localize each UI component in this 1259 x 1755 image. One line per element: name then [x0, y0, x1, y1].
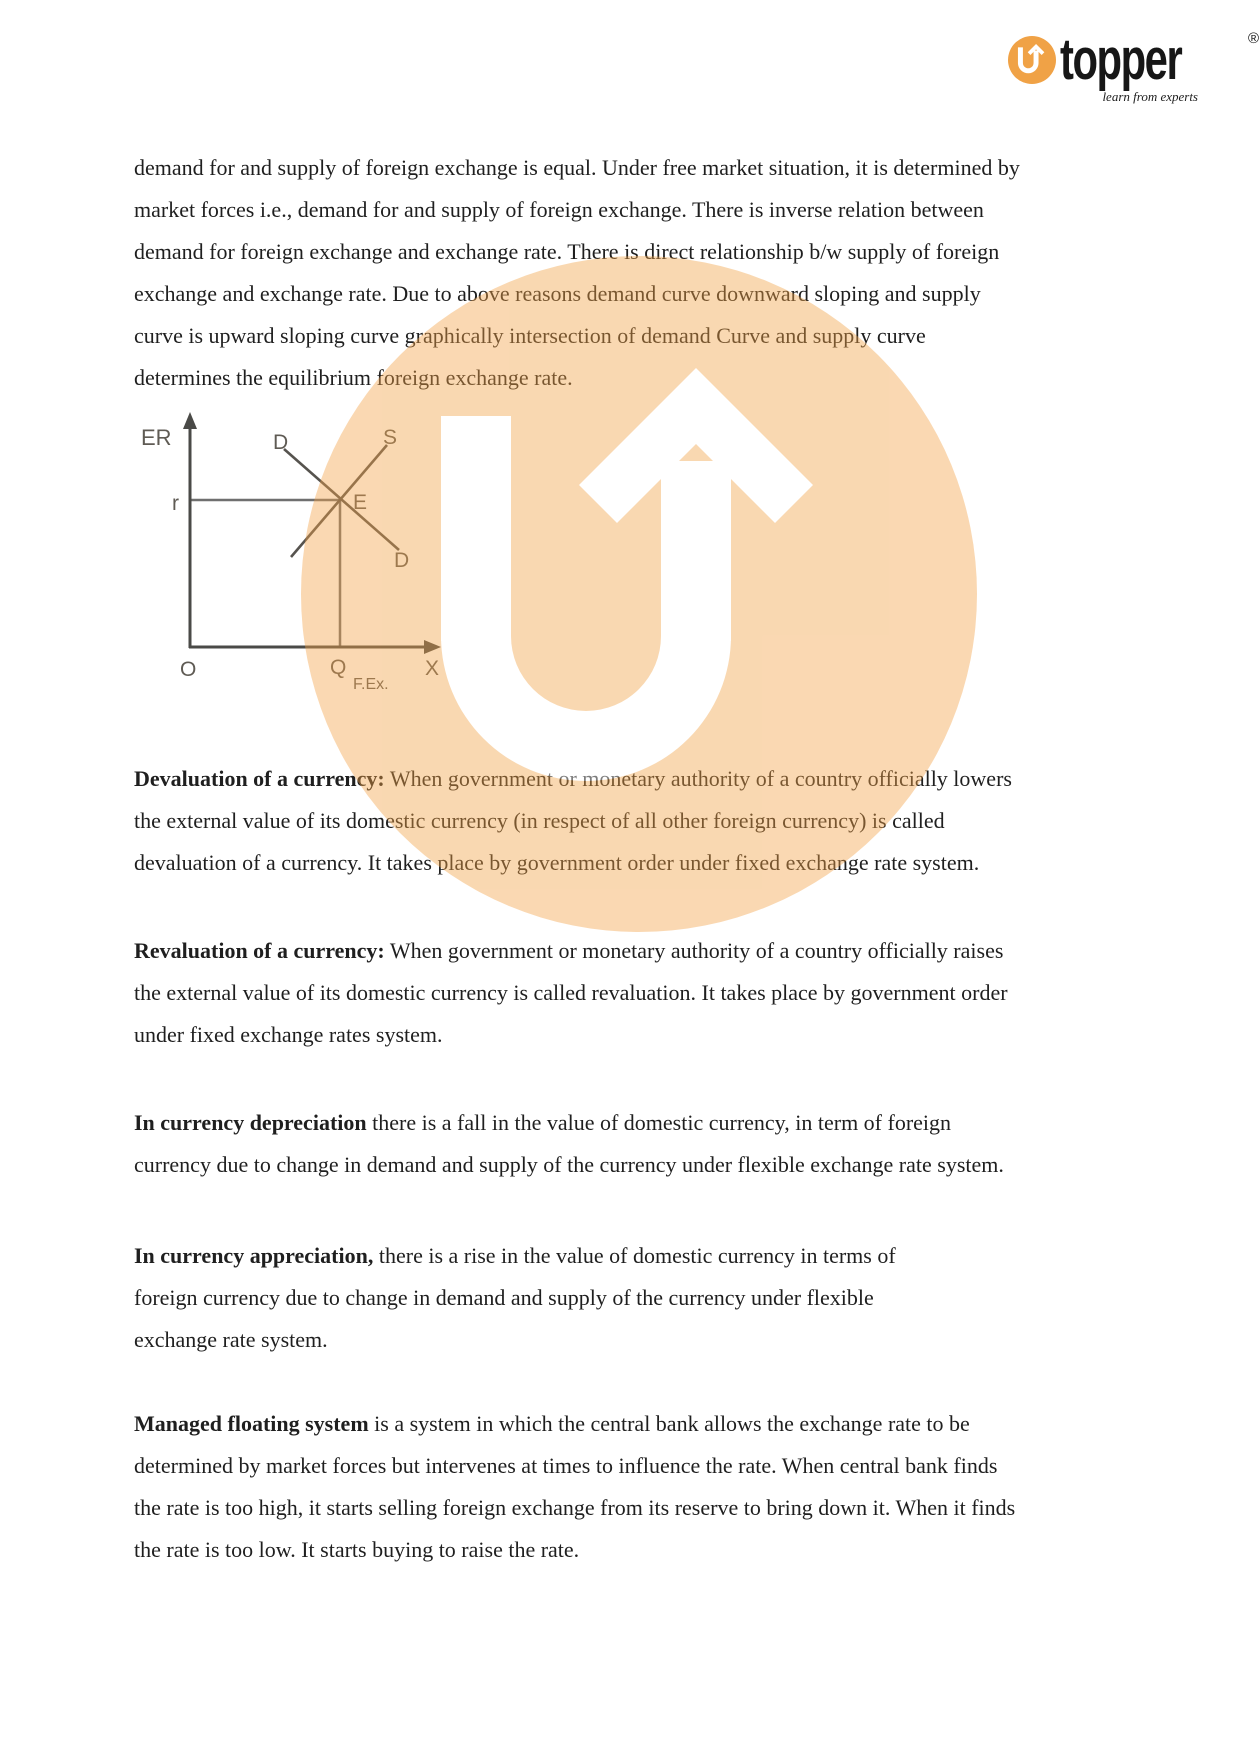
bold-lead-in: Devaluation of a currency:	[134, 766, 385, 791]
line-text: under fixed exchange rates system.	[134, 1022, 443, 1047]
equilibrium-point-label: E	[353, 491, 368, 514]
paragraph-currency-depreciation	[134, 1102, 1004, 1186]
line-text: exchange and exchange rate. Due to above reasons demand curve downward sloping and supply	[134, 281, 981, 306]
paragraph-devaluation	[134, 758, 1012, 884]
text-line	[134, 842, 1012, 884]
line-text: curve is upward sloping curve graphically intersection of demand Curve and supply curve	[134, 323, 926, 348]
origin-label: O	[180, 658, 197, 681]
text-line	[134, 1487, 1015, 1529]
paragraph-managed-floating-system	[134, 1403, 1015, 1571]
quantity-unit-label: F.Ex.	[353, 676, 389, 693]
line-text: currency due to change in demand and supply of the currency under flexible exchange rate system.	[134, 1152, 1004, 1177]
x-axis-arrow-icon	[424, 640, 441, 654]
line-text: demand for and supply of foreign exchange is equal. Under free market situation, it is determined by	[134, 155, 1020, 180]
text-line	[134, 1235, 896, 1277]
text-line	[134, 930, 1008, 972]
text-line	[134, 1403, 1015, 1445]
paragraph-currency-appreciation	[134, 1235, 896, 1361]
line-text: determines the equilibrium foreign exchange rate.	[134, 365, 573, 390]
text-line	[134, 1445, 1015, 1487]
line-text: the rate is too low. It starts buying to raise the rate.	[134, 1537, 580, 1562]
bold-lead-in: In currency depreciation	[134, 1110, 367, 1135]
supply-label: S	[383, 426, 398, 449]
bold-lead-in: Revaluation of a currency:	[134, 938, 385, 963]
exchange-rate-diagram	[120, 400, 480, 710]
demand-lower-label: D	[394, 549, 410, 572]
text-line	[134, 1144, 1004, 1186]
line-text: the rate is too high, it starts selling foreign exchange from its reserve to bring down it. When it finds	[134, 1495, 1016, 1520]
text-line	[134, 1319, 896, 1361]
text-line	[134, 1277, 896, 1319]
text-line	[134, 1014, 1008, 1056]
registered-trademark-icon: ®	[1248, 30, 1259, 47]
bold-lead-in: In currency appreciation,	[134, 1243, 374, 1268]
text-line	[134, 1102, 1004, 1144]
text-line	[134, 1529, 1015, 1571]
line-text: When government or monetary authority of a country officially raises	[384, 938, 1004, 963]
x-axis-label: X	[425, 657, 440, 680]
rate-label: r	[172, 492, 179, 515]
text-line	[134, 357, 1020, 399]
text-line	[134, 315, 1020, 357]
line-text: When government or monetary authority of a country officially lowers	[384, 766, 1012, 791]
text-line	[134, 972, 1008, 1014]
y-axis-label: ER	[141, 425, 172, 450]
demand-upper-label: D	[273, 431, 289, 454]
text-line	[134, 231, 1020, 273]
bold-lead-in: Managed floating system	[134, 1411, 369, 1436]
line-text: devaluation of a currency. It takes place by government order under fixed exchange rate system.	[134, 850, 980, 875]
line-text: the external value of its domestic currency (in respect of all other foreign currency) is called	[134, 808, 945, 833]
brand-name: topper	[1060, 27, 1182, 92]
text-line	[134, 800, 1012, 842]
line-text: market forces i.e., demand for and supply of foreign exchange. There is inverse relation between	[134, 197, 984, 222]
line-text: there is a rise in the value of domestic currency in terms of	[373, 1243, 896, 1268]
text-line	[134, 273, 1020, 315]
line-text: foreign currency due to change in demand and supply of the currency under flexible	[134, 1285, 874, 1310]
line-text: determined by market forces but intervenes at times to influence the rate. When central bank finds	[134, 1453, 998, 1478]
text-line	[134, 758, 1012, 800]
line-text: exchange rate system.	[134, 1327, 328, 1352]
line-text: the external value of its domestic currency is called revaluation. It takes place by government order	[134, 980, 1008, 1005]
text-line	[134, 147, 1020, 189]
y-axis-arrow-icon	[183, 412, 197, 429]
quantity-label: Q	[330, 656, 347, 679]
paragraph-revaluation	[134, 930, 1008, 1056]
paragraph-exchange-rate-continuation	[134, 147, 1020, 399]
line-text: demand for foreign exchange and exchange rate. There is direct relationship b/w supply of foreign	[134, 239, 1000, 264]
line-text: there is a fall in the value of domestic currency, in term of foreign	[366, 1110, 952, 1135]
line-text: is a system in which the central bank allows the exchange rate to be	[368, 1411, 970, 1436]
brand-tagline: learn from experts	[1102, 89, 1198, 104]
text-line	[134, 189, 1020, 231]
